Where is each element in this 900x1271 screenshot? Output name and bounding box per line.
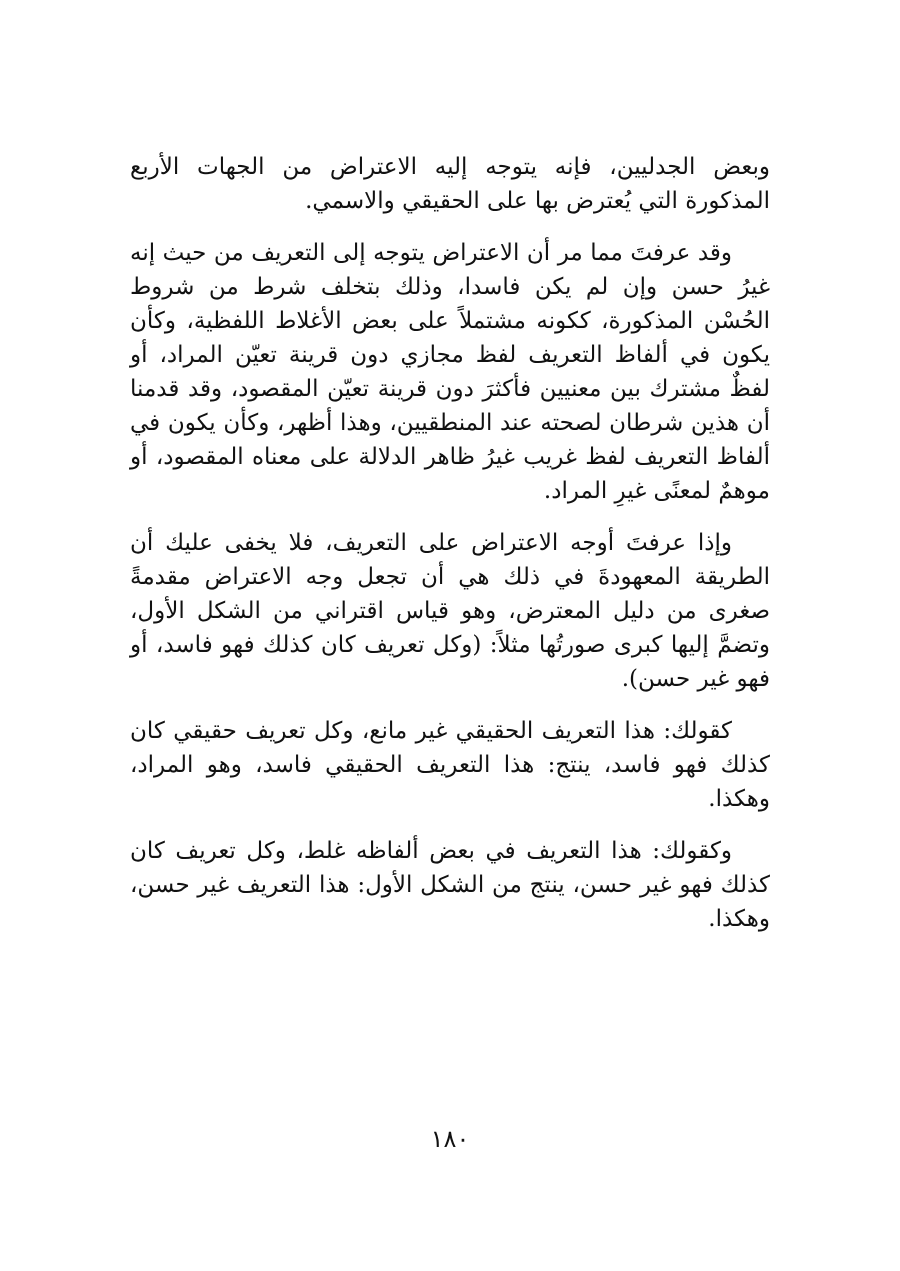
paragraph-continuation: وبعض الجدليين، فإنه يتوجه إليه الاعتراض من الجهات الأربع المذكورة التي يُعترض بها على الحقيقي والاسمي. [130,154,770,214]
page-body [130,150,770,954]
paragraph-method-of-objection: وإذا عرفتَ أوجه الاعتراض على التعريف، فلا يخفى عليك أن الطريقة المعهودةَ في ذلك هي أن تجعل وجه الاعتراض مقدمةً صغرى من دليل المعترض، وهو قياس اقتراني من الشكل الأول، وتضمَّ إليها كبرى صورتُها مثلاً: (وكل تعريف كان كذلك فهو فاسد، أو فهو غير حسن). [130,530,770,692]
paragraph-objection-not-good: وقد عرفتَ مما مر أن الاعتراض يتوجه إلى التعريف من حيث إنه غيرُ حسن وإن لم يكن فاسدا، وذلك بتخلف شرط من شروط الحُسْن المذكورة، ككونه مشتملاً على بعض الأغلاط اللفظية، وكأن يكون في ألفاظ التعريف لفظ مجازي دون قرينة تعيّن المراد، أو لفظٌ مشترك بين معنيين فأكثرَ دون قرينة تعيّن المقصود، وقد قدمنا أن هذين شرطان لصحته عند المنطقيين، وهذا أظهر، وكأن يكون في ألفاظ التعريف لفظ غريب غيرُ ظاهر الدلالة على معناه المقصود، أو موهمٌ لمعنًى غيرِ المراد. [130,240,770,504]
paragraph-example-two: وكقولك: هذا التعريف في بعض ألفاظه غلط، وكل تعريف كان كذلك فهو غير حسن، ينتج من الشكل الأول: هذا التعريف غير حسن، وهكذا. [130,838,770,932]
page-number: ١٨٠ [430,1125,470,1153]
paragraph-example-one: كقولك: هذا التعريف الحقيقي غير مانع، وكل تعريف حقيقي كان كذلك فهو فاسد، ينتج: هذا التعريف الحقيقي فاسد، وهو المراد، وهكذا. [130,718,770,812]
